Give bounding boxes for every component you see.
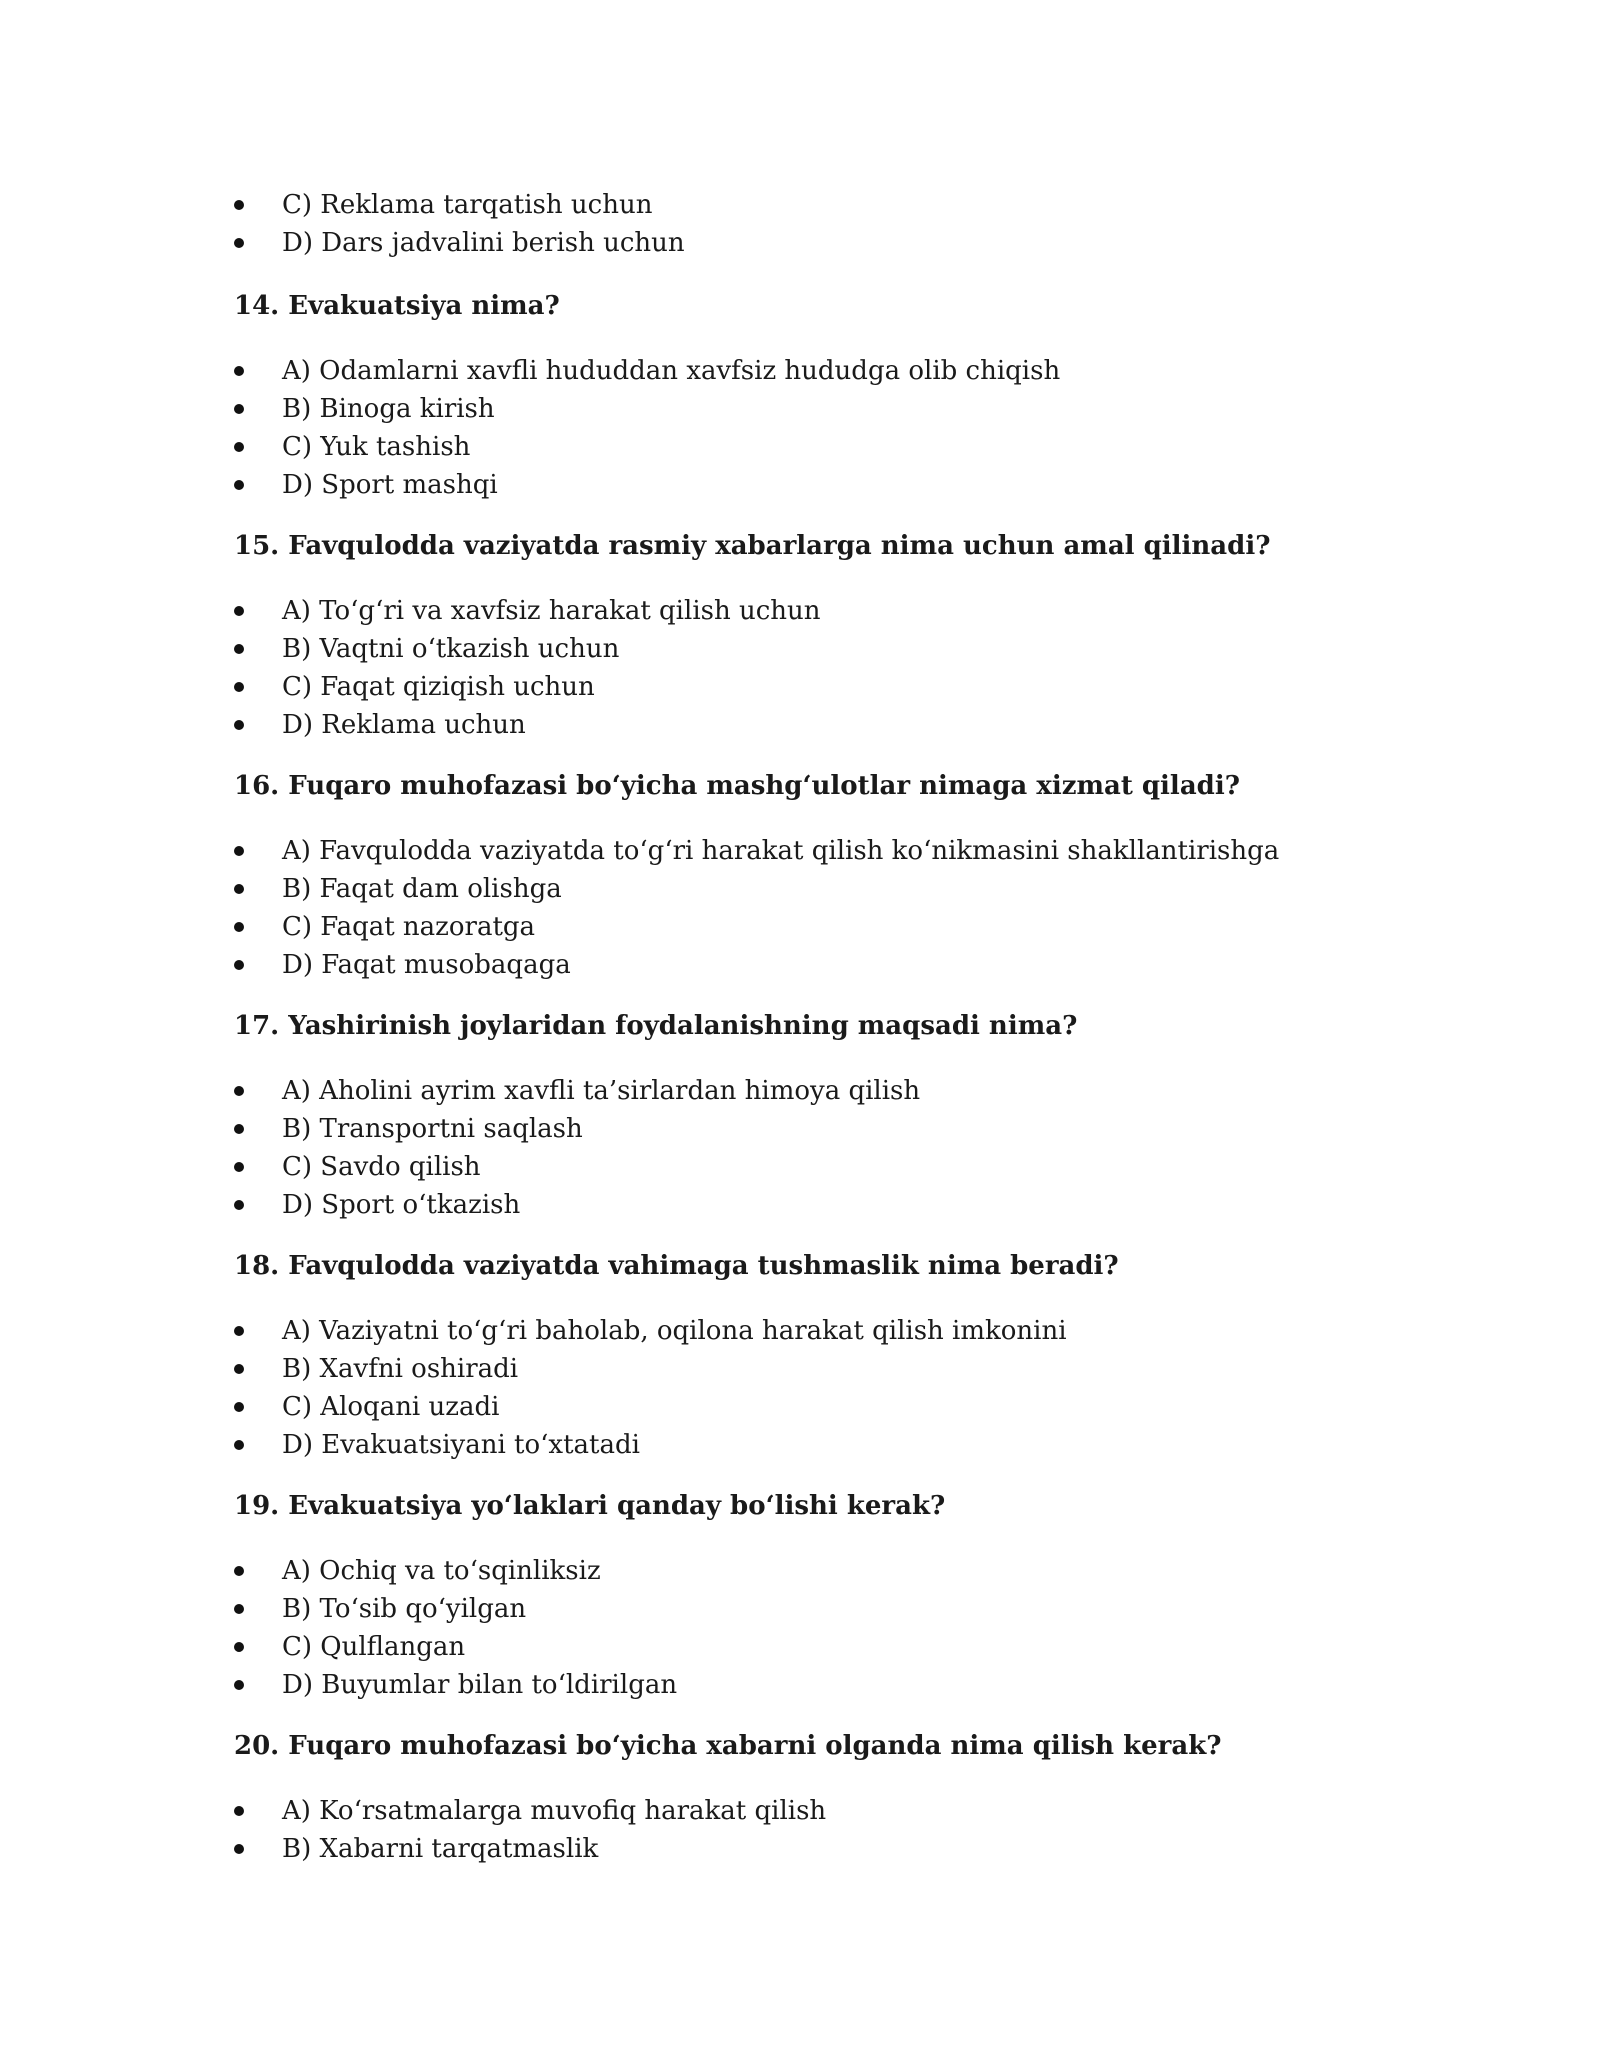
option-text: B) Binoga kirish bbox=[282, 394, 495, 424]
bullet-icon bbox=[234, 606, 244, 616]
question-title: 16. Fuqaro muhofazasi bo‘yicha mashg‘ulotlar nimaga xizmat qiladi? bbox=[234, 771, 1240, 801]
list-item bbox=[0, 1666, 1400, 1704]
bullet-icon bbox=[234, 1680, 244, 1690]
list-item bbox=[0, 1628, 1400, 1666]
list-item bbox=[0, 946, 1400, 984]
list-item bbox=[0, 908, 1400, 946]
option-text: C) Faqat qiziqish uchun bbox=[282, 672, 595, 702]
option-text: C) Reklama tarqatish uchun bbox=[282, 190, 653, 220]
option-text: A) Ko‘rsatmalarga muvofiq harakat qilish bbox=[282, 1796, 827, 1826]
option-text: D) Sport o‘tkazish bbox=[282, 1190, 521, 1220]
option-text: B) Faqat dam olishga bbox=[282, 874, 562, 904]
bullet-icon bbox=[234, 200, 244, 210]
list-item bbox=[0, 186, 1400, 224]
question-title: 14. Evakuatsiya nima? bbox=[234, 291, 560, 321]
list-item bbox=[0, 706, 1400, 744]
bullet-icon bbox=[234, 1326, 244, 1336]
list-item bbox=[0, 870, 1400, 908]
question-title: 18. Favqulodda vaziyatda vahimaga tushmaslik nima beradi? bbox=[234, 1251, 1119, 1281]
bullet-icon bbox=[234, 720, 244, 730]
list-item bbox=[0, 668, 1400, 706]
option-text: A) Odamlarni xavfli hududdan xavfsiz hududga olib chiqish bbox=[282, 356, 1061, 386]
list-item bbox=[0, 1186, 1400, 1224]
bullet-icon bbox=[234, 404, 244, 414]
bullet-icon bbox=[234, 1364, 244, 1374]
bullet-icon bbox=[234, 1604, 244, 1614]
bullet-icon bbox=[234, 366, 244, 376]
bullet-icon bbox=[234, 1086, 244, 1096]
bullet-icon bbox=[234, 1806, 244, 1816]
bullet-icon bbox=[234, 442, 244, 452]
option-text: A) Vaziyatni to‘g‘ri baholab, oqilona harakat qilish imkonini bbox=[282, 1316, 1067, 1346]
bullet-icon bbox=[234, 1162, 244, 1172]
option-text: B) Transportni saqlash bbox=[282, 1114, 583, 1144]
question-title: 19. Evakuatsiya yo‘laklari qanday bo‘lishi kerak? bbox=[234, 1491, 946, 1521]
option-text: B) To‘sib qo‘yilgan bbox=[282, 1594, 527, 1624]
option-text: C) Qulflangan bbox=[282, 1632, 466, 1662]
option-text: D) Reklama uchun bbox=[282, 710, 526, 740]
list-item bbox=[0, 832, 1400, 870]
list-item bbox=[0, 1312, 1400, 1350]
bullet-icon bbox=[234, 480, 244, 490]
option-text: B) Xabarni tarqatmaslik bbox=[282, 1834, 599, 1864]
list-item bbox=[0, 1388, 1400, 1426]
option-text: B) Xavfni oshiradi bbox=[282, 1354, 519, 1384]
bullet-icon bbox=[234, 1642, 244, 1652]
bullet-icon bbox=[234, 1402, 244, 1412]
bullet-icon bbox=[234, 884, 244, 894]
list-item bbox=[0, 224, 1400, 262]
option-text: C) Savdo qilish bbox=[282, 1152, 481, 1182]
question-title: 17. Yashirinish joylaridan foydalanishning maqsadi nima? bbox=[234, 1011, 1078, 1041]
list-item bbox=[0, 1792, 1400, 1830]
option-text: A) Aholini ayrim xavfli ta’sirlardan himoya qilish bbox=[282, 1076, 921, 1106]
option-text: C) Faqat nazoratga bbox=[282, 912, 536, 942]
list-item bbox=[0, 1148, 1400, 1186]
bullet-icon bbox=[234, 1566, 244, 1576]
option-text: A) Ochiq va to‘sqinliksiz bbox=[282, 1556, 601, 1586]
option-text: D) Faqat musobaqaga bbox=[282, 950, 571, 980]
list-item bbox=[0, 352, 1400, 390]
option-text: D) Dars jadvalini berish uchun bbox=[282, 228, 685, 258]
question-title: 15. Favqulodda vaziyatda rasmiy xabarlarga nima uchun amal qilinadi? bbox=[234, 531, 1271, 561]
option-text: D) Evakuatsiyani to‘xtatadi bbox=[282, 1430, 640, 1460]
option-text: B) Vaqtni o‘tkazish uchun bbox=[282, 634, 620, 664]
list-item bbox=[0, 630, 1400, 668]
bullet-icon bbox=[234, 644, 244, 654]
bullet-icon bbox=[234, 682, 244, 692]
bullet-icon bbox=[234, 238, 244, 248]
bullet-icon bbox=[234, 960, 244, 970]
list-item bbox=[0, 592, 1400, 630]
option-text: C) Aloqani uzadi bbox=[282, 1392, 500, 1422]
option-text: A) To‘g‘ri va xavfsiz harakat qilish uchun bbox=[282, 596, 821, 626]
list-item bbox=[0, 1350, 1400, 1388]
bullet-icon bbox=[234, 1124, 244, 1134]
option-text: A) Favqulodda vaziyatda to‘g‘ri harakat qilish ko‘nikmasini shakllantirishga bbox=[282, 836, 1280, 866]
bullet-icon bbox=[234, 1440, 244, 1450]
bullet-icon bbox=[234, 1844, 244, 1854]
list-item bbox=[0, 428, 1400, 466]
bullet-icon bbox=[234, 1200, 244, 1210]
option-text: D) Sport mashqi bbox=[282, 470, 498, 500]
bullet-icon bbox=[234, 922, 244, 932]
list-item bbox=[0, 1426, 1400, 1464]
list-item bbox=[0, 1552, 1400, 1590]
bullet-icon bbox=[234, 846, 244, 856]
option-text: C) Yuk tashish bbox=[282, 432, 471, 462]
list-item bbox=[0, 390, 1400, 428]
list-item bbox=[0, 1110, 1400, 1148]
option-text: D) Buyumlar bilan to‘ldirilgan bbox=[282, 1670, 678, 1700]
list-item bbox=[0, 466, 1400, 504]
list-item bbox=[0, 1590, 1400, 1628]
list-item bbox=[0, 1830, 1400, 1868]
question-title: 20. Fuqaro muhofazasi bo‘yicha xabarni olganda nima qilish kerak? bbox=[234, 1731, 1222, 1761]
list-item bbox=[0, 1072, 1400, 1110]
